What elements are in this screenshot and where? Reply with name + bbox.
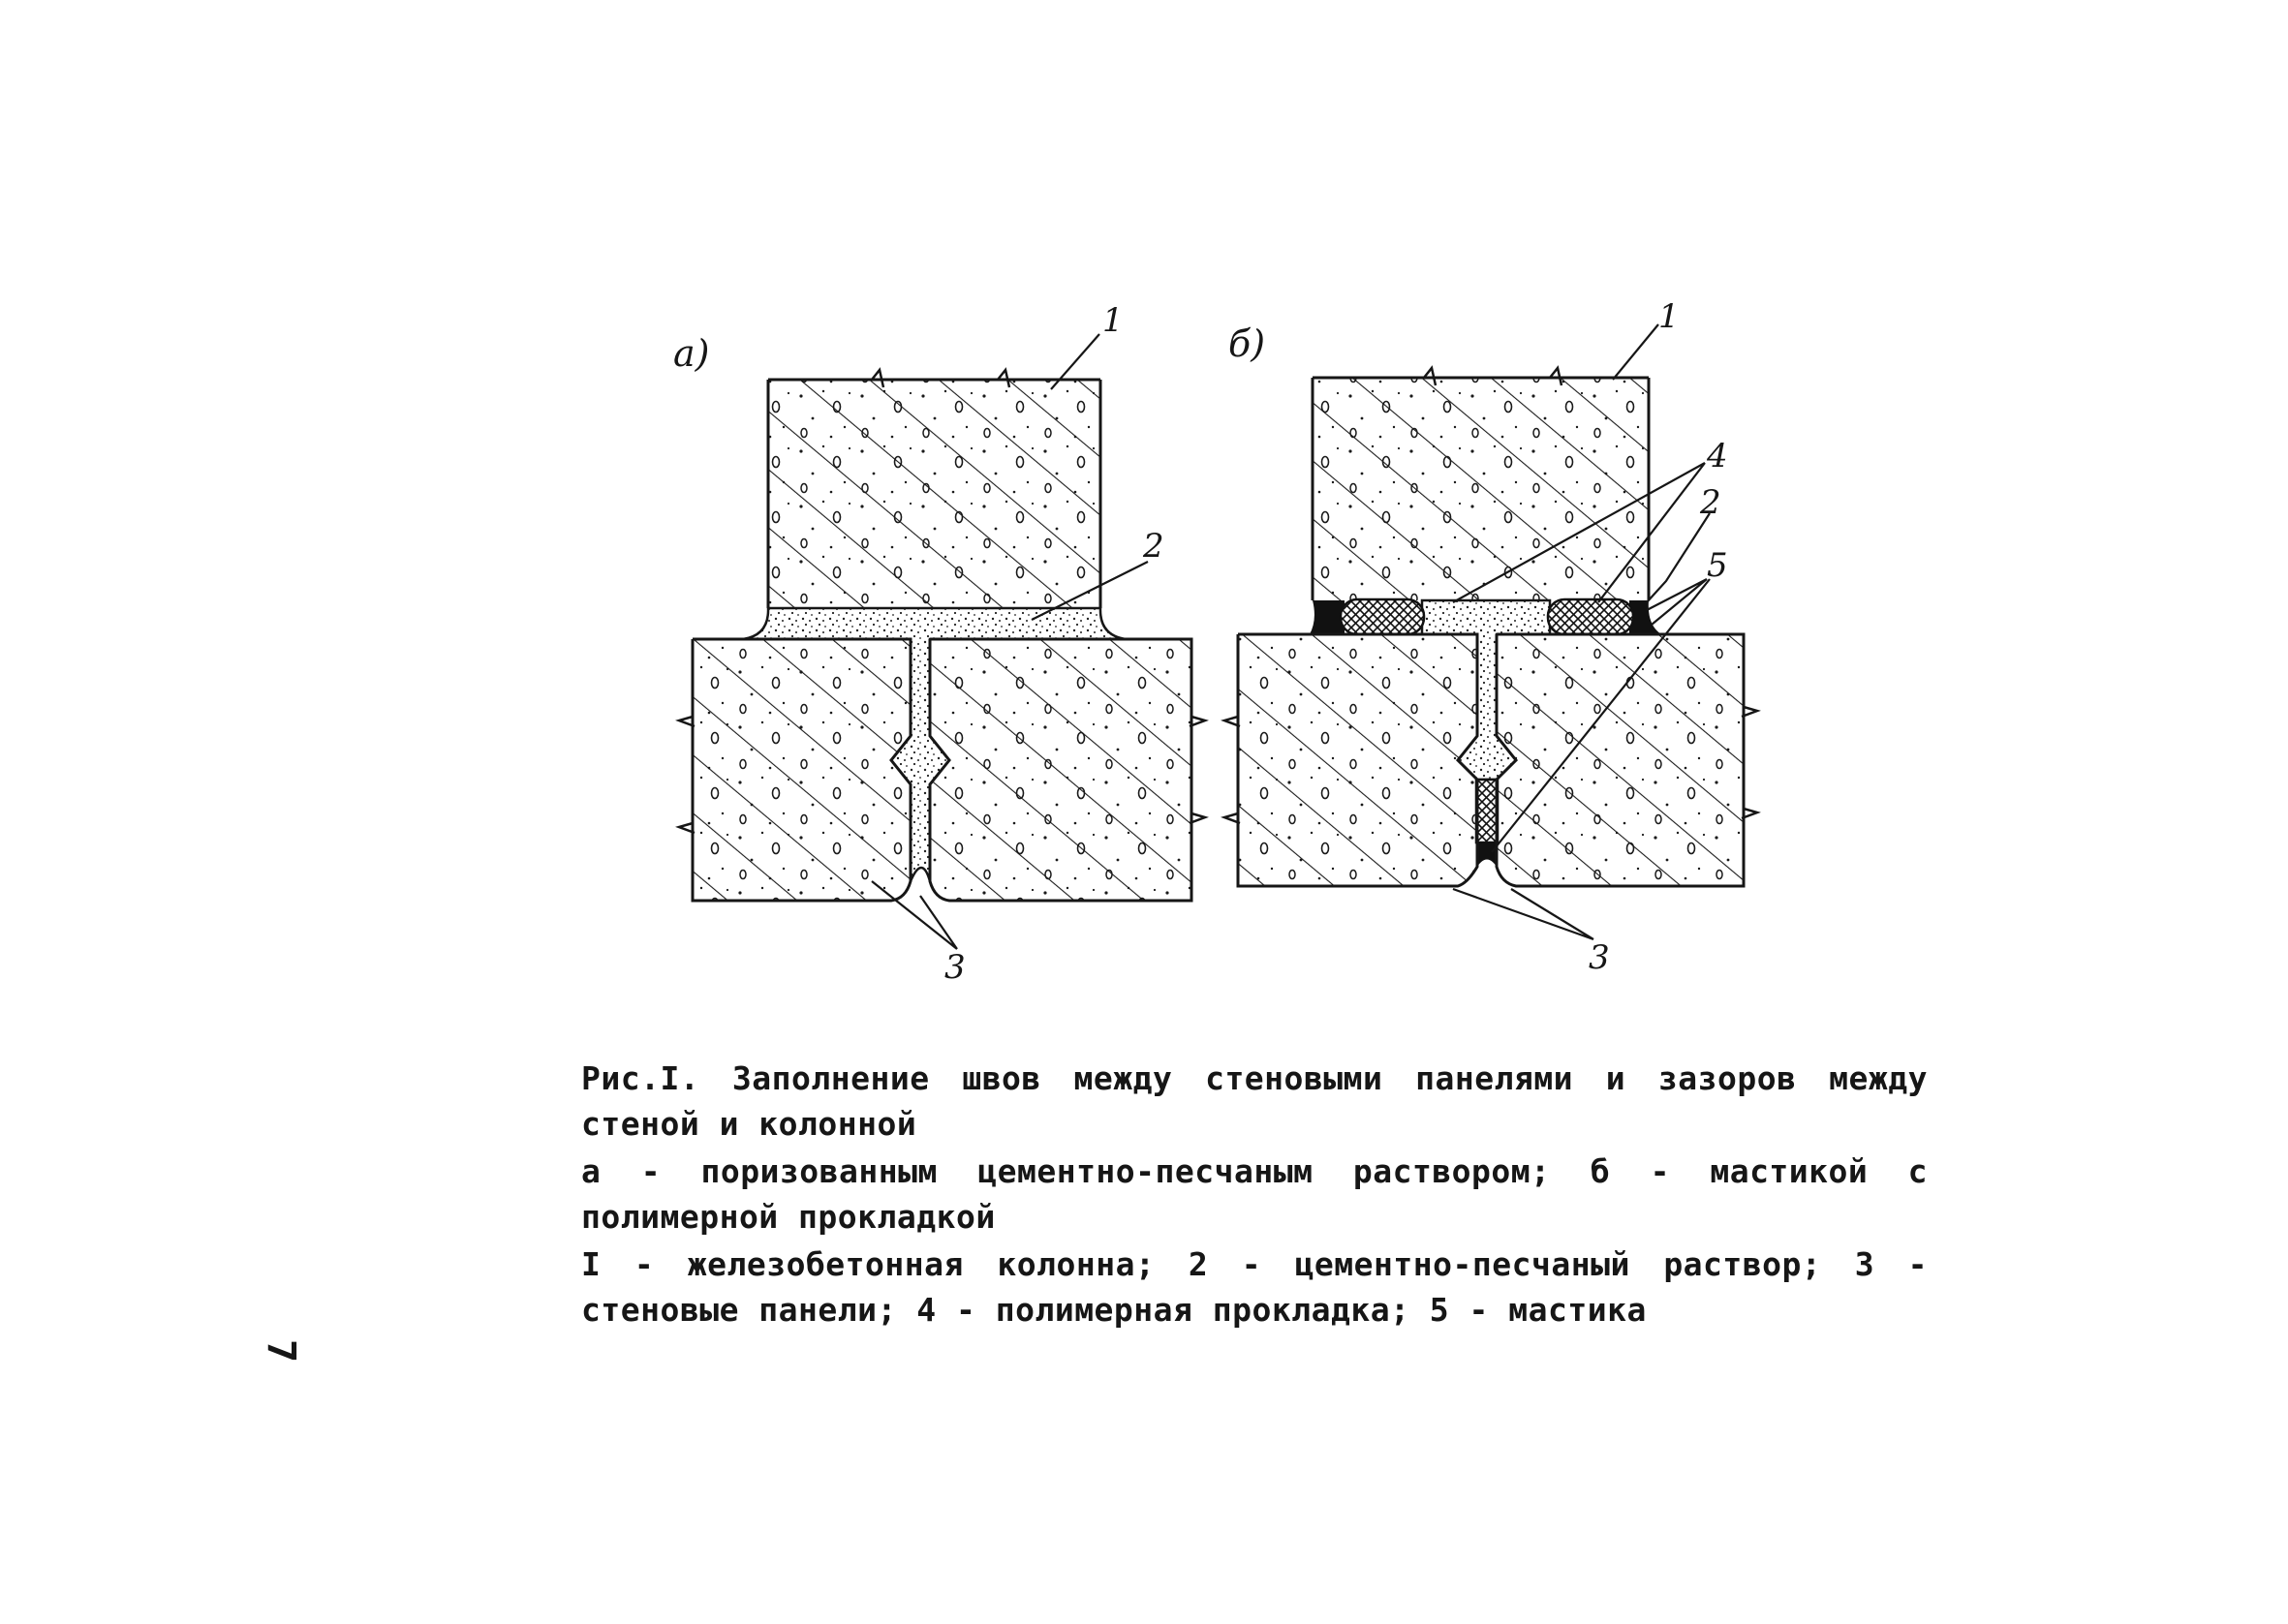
panel-a-wall-left bbox=[679, 639, 911, 901]
panel-b-label: б) bbox=[1228, 322, 1266, 365]
panel-b-wall-left bbox=[1224, 634, 1477, 886]
caption-legend: I - железобетонная колонна; 2 - цементно-песчаный раствор; 3 - стеновые панели; 4 - полимерная прокладка; 5 - мастика bbox=[581, 1245, 1928, 1329]
panel-a-callout-1: 1 bbox=[1102, 301, 1124, 340]
panel-a-wall-right bbox=[930, 639, 1205, 901]
caption-title: Рис.I. Заполнение швов между стеновыми панелями и зазоров между стеной и колонной bbox=[581, 1059, 1928, 1143]
panel-b-callout-1: 1 bbox=[1658, 297, 1680, 336]
panel-a-callout-2: 2 bbox=[1143, 527, 1164, 566]
page-number: 7 bbox=[259, 1338, 304, 1364]
panel-b-column bbox=[1313, 368, 1649, 600]
panel-b-callout-3: 3 bbox=[1589, 938, 1610, 977]
panel-b-callout-4: 4 bbox=[1707, 437, 1728, 475]
panel-b-wall-right bbox=[1497, 634, 1757, 886]
panel-b-callout-2: 2 bbox=[1700, 483, 1721, 522]
figure-caption bbox=[581, 1056, 1928, 1334]
panel-b-callout-5: 5 bbox=[1707, 546, 1728, 585]
panel-a-label: а) bbox=[673, 332, 710, 375]
panel-a-column bbox=[768, 370, 1100, 608]
panel-a-callout-3: 3 bbox=[944, 948, 966, 987]
panel-b bbox=[1224, 297, 1757, 977]
caption-variants: а - поризованным цементно-песчаным раствором; б - мастикой с полимерной прокладкой bbox=[581, 1152, 1928, 1236]
panel-a bbox=[673, 301, 1205, 987]
